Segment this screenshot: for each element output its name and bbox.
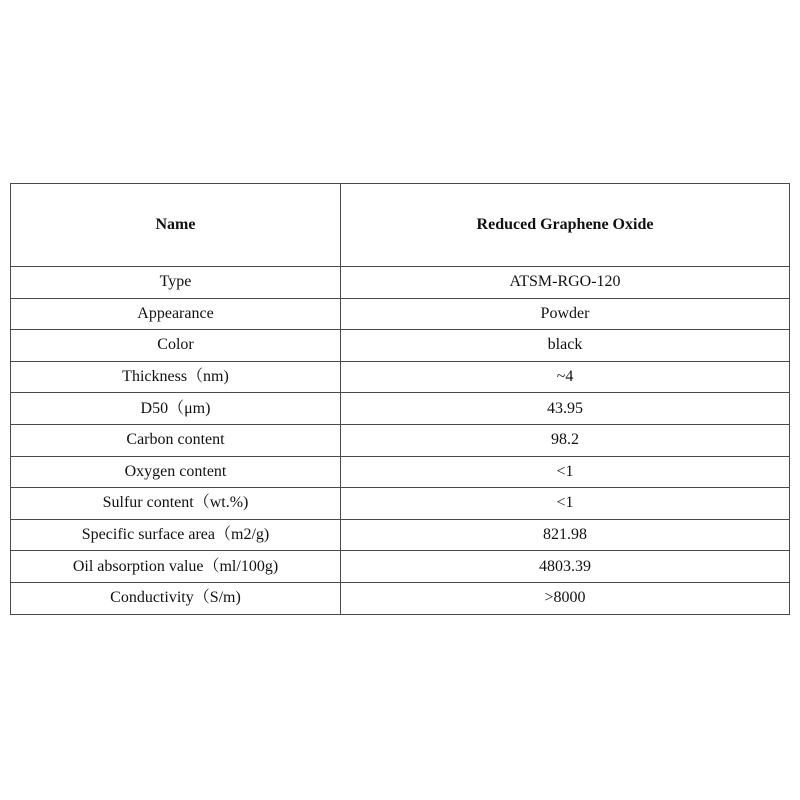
table-row — [11, 519, 790, 551]
row-value: <1 — [341, 488, 790, 520]
table-row — [11, 488, 790, 520]
row-value: 4803.39 — [341, 551, 790, 583]
row-label: Color — [11, 330, 341, 362]
row-label: Appearance — [11, 298, 341, 330]
row-value: ~4 — [341, 361, 790, 393]
table-row — [11, 582, 790, 614]
row-label: Specific surface area（m2/g) — [11, 519, 341, 551]
row-label: Thickness（nm) — [11, 361, 341, 393]
row-value: ATSM-RGO-120 — [341, 267, 790, 299]
table-row — [11, 456, 790, 488]
row-value: 98.2 — [341, 424, 790, 456]
table-row — [11, 330, 790, 362]
header-product: Reduced Graphene Oxide — [341, 184, 790, 267]
row-label: Oil absorption value（ml/100g) — [11, 551, 341, 583]
row-label: Type — [11, 267, 341, 299]
row-label: Sulfur content（wt.%) — [11, 488, 341, 520]
table-row — [11, 361, 790, 393]
row-value: 43.95 — [341, 393, 790, 425]
header-name: Name — [11, 184, 341, 267]
row-label: Conductivity（S/m) — [11, 582, 341, 614]
row-value: >8000 — [341, 582, 790, 614]
row-value: Powder — [341, 298, 790, 330]
table-header-row — [11, 184, 790, 267]
row-value: black — [341, 330, 790, 362]
row-value: <1 — [341, 456, 790, 488]
row-label: Oxygen content — [11, 456, 341, 488]
row-label: D50（μm) — [11, 393, 341, 425]
row-value: 821.98 — [341, 519, 790, 551]
table-row — [11, 393, 790, 425]
table-row — [11, 424, 790, 456]
row-label: Carbon content — [11, 424, 341, 456]
table-row — [11, 267, 790, 299]
table-row — [11, 551, 790, 583]
spec-table — [10, 183, 790, 615]
table-row — [11, 298, 790, 330]
